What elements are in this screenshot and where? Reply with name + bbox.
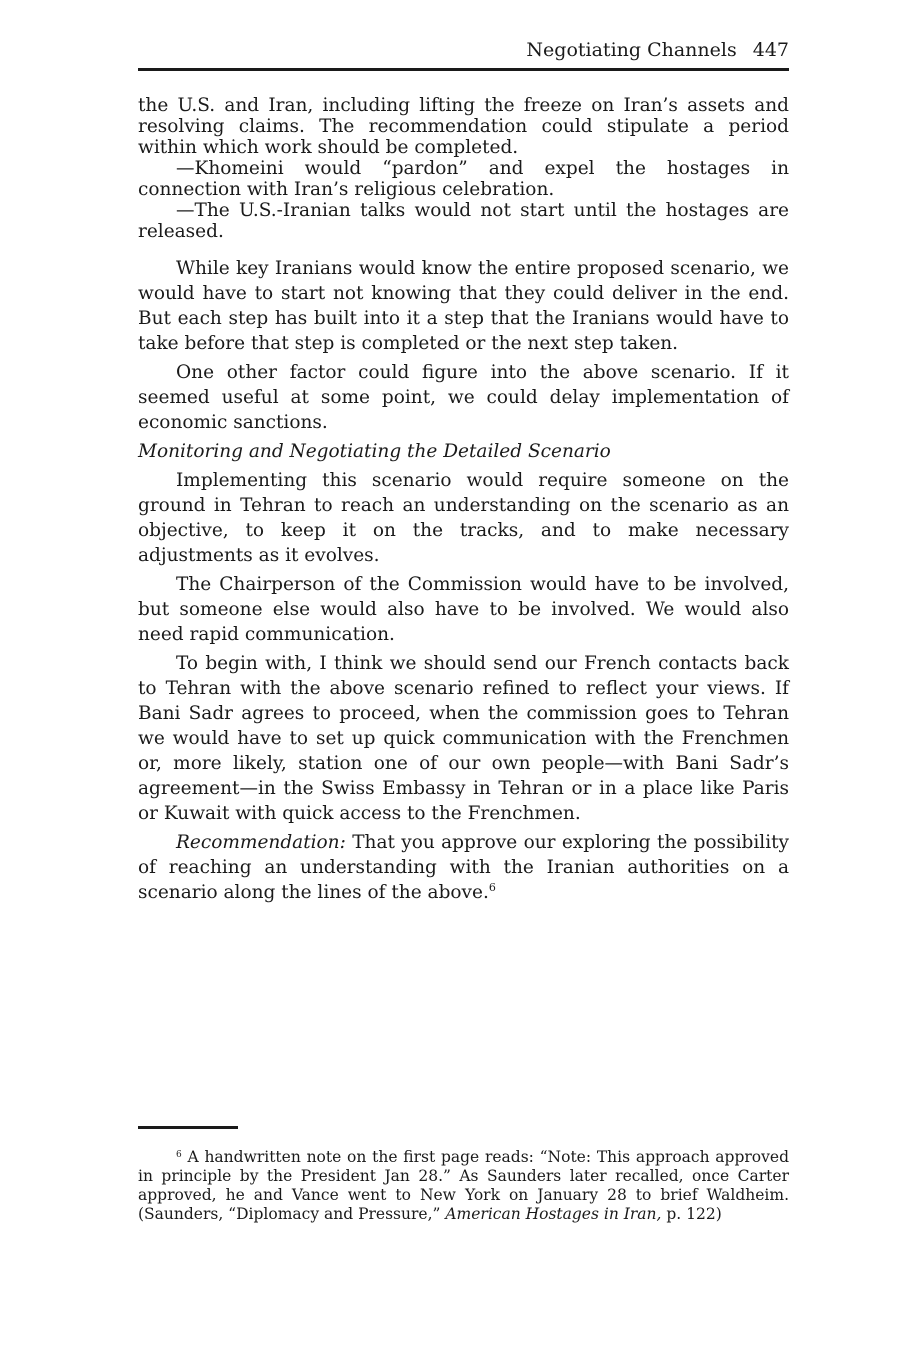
paragraph: While key Iranians would know the entire proposed scenario, we would have to start not knowing that they could deliver in the end. But each step has built into it a step that the Iranians would have to take before that step is completed or the next step taken.	[138, 258, 789, 354]
footnote-reference: 6	[488, 881, 496, 894]
paragraph: the U.S. and Iran, including lifting the freeze on Iran’s assets and resolving claims. The recommendation could stipulate a period within which work should be completed.	[138, 95, 789, 158]
paragraph: To begin with, I think we should send our French contacts back to Tehran with the above scenario refined to reflect your views. If Bani Sadr agrees to proceed, when the commission goes to Tehran we would have to set up quick communication with the Frenchmen or, more likely, station one of our own people—with Bani Sadr’s agreement—in the Swiss Embassy in Tehran or in a place like Paris or Kuwait with quick access to the Frenchmen.	[138, 653, 789, 824]
footnote-marker: 6	[176, 1150, 182, 1160]
footnote-text-end: p. 122)	[661, 1205, 722, 1223]
paragraph: —The U.S.-Iranian talks would not start until the hostages are released.	[138, 200, 789, 242]
paragraph: —Khomeini would “pardon” and expel the hostages in connection with Iran’s religious celebration.	[138, 158, 789, 200]
recommendation-text: That you approve our exploring the possibility of reaching an understanding with the Iranian authorities on a scenario along the lines of the above.	[138, 832, 789, 903]
main-text	[138, 95, 789, 909]
page-number: 447	[752, 39, 789, 61]
header-rule	[138, 68, 789, 71]
paragraph: One other factor could figure into the above scenario. If it seemed useful at some point, we could delay implementation of economic sanctions.	[138, 362, 789, 433]
scenario-list-block	[138, 95, 789, 242]
running-header	[138, 36, 789, 64]
recommendation-paragraph	[138, 830, 789, 905]
section-heading: Monitoring and Negotiating the Detailed Scenario	[138, 441, 611, 462]
paragraph: The Chairperson of the Commission would have to be involved, but someone else would also have to be involved. We would also need rapid communication.	[138, 574, 789, 645]
paragraph: Implementing this scenario would require someone on the ground in Tehran to reach an understanding on the scenario as an objective, to keep it on the tracks, and to make necessary adjustments as it evolves.	[138, 470, 789, 566]
section-title: Negotiating Channels	[526, 39, 737, 61]
footnote-book-title: American Hostages in Iran,	[445, 1205, 662, 1223]
footnote-rule	[138, 1126, 238, 1129]
footnote	[138, 1148, 789, 1224]
body-paragraphs	[138, 256, 789, 905]
footnote-text: A handwritten note on the first page reads: “Note: This approach approved in principle by the President Jan 28.” As Saunders later recalled, once Carter approved, he and Vance went to New York on January 28 to brief Waldheim. (Saunders, “Diplomacy and Pressure,”	[138, 1148, 789, 1223]
recommendation-label: Recommendation:	[176, 832, 346, 853]
